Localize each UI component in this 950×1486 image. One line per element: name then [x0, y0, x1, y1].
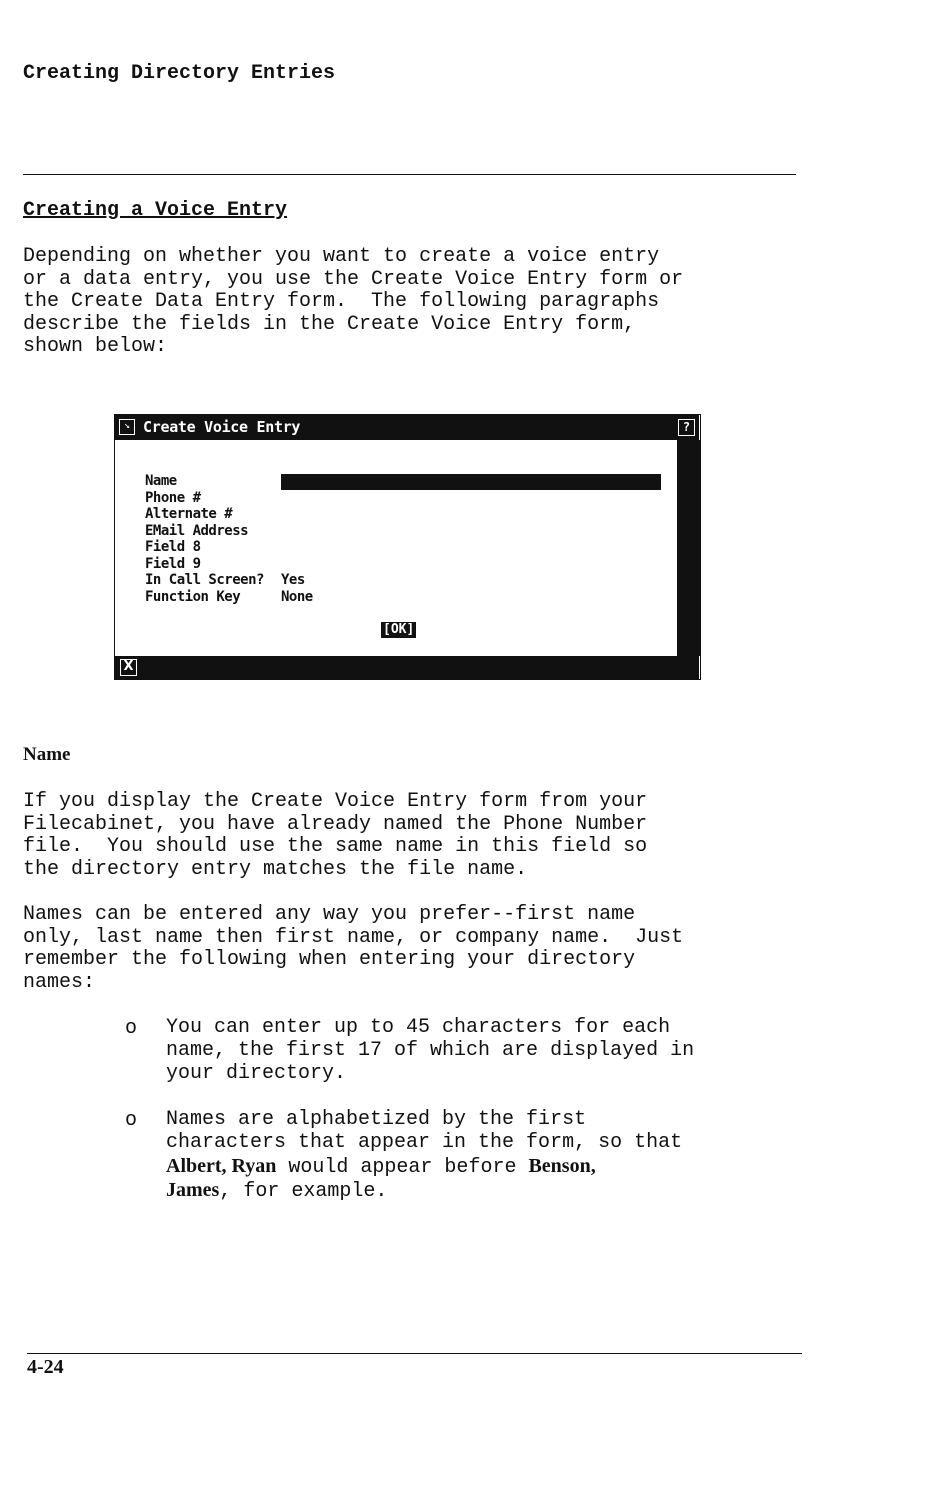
intro-line: the Create Data Entry form. The following paragraphs: [23, 290, 660, 314]
intro-line: shown below:: [23, 335, 168, 359]
para-line: file. You should use the same name in this field so: [23, 835, 648, 859]
name-paragraph-2: [23, 904, 683, 994]
field-label-name: Name: [145, 473, 177, 489]
function-key-value[interactable]: None: [281, 589, 313, 605]
bullet-text-mid: would appear before: [276, 1155, 529, 1179]
field-label-call-screen: In Call Screen?: [145, 572, 264, 588]
para-line: remember the following when entering your directory: [23, 948, 636, 972]
para-line: only, last name then first name, or company name. Just: [23, 925, 684, 949]
name-paragraph-1: [23, 791, 647, 881]
bullet-marker: o: [125, 1017, 138, 1040]
para-line: Filecabinet, you have already named the Phone Number: [23, 812, 648, 836]
field-label-function-key: Function Key: [145, 589, 241, 605]
bullet-line: You can enter up to 45 characters for each: [166, 1016, 671, 1039]
section-title: Creating a Voice Entry: [23, 199, 288, 222]
name-input[interactable]: [281, 474, 661, 490]
bullet-item-2: [166, 1109, 682, 1204]
intro-line: or a data entry, you use the Create Voice Entry form or: [23, 267, 684, 291]
call-screen-value[interactable]: Yes: [281, 572, 305, 588]
field-label-email: EMail Address: [145, 523, 249, 539]
example-name-1: Albert, Ryan: [166, 1154, 277, 1177]
dialog-title: Create Voice Entry: [143, 418, 301, 436]
bullet-line: your directory.: [166, 1061, 347, 1085]
example-name-2a: Benson,: [528, 1154, 596, 1177]
bullet-line: characters that appear in the form, so that: [166, 1130, 683, 1154]
field-label-alternate: Alternate #: [145, 506, 233, 522]
field-label-field9: Field 9: [145, 556, 201, 572]
window-menu-icon[interactable]: ↘: [119, 419, 135, 435]
para-line: If you display the Create Voice Entry form from your: [23, 790, 648, 813]
bullet-line: Names are alphabetized by the first: [166, 1108, 587, 1131]
bullet-text-tail: , for example.: [219, 1180, 388, 1204]
field-label-field8: Field 8: [145, 539, 201, 555]
page-number: 4-24: [27, 1356, 64, 1378]
para-line: names:: [23, 970, 96, 994]
help-icon[interactable]: ?: [678, 419, 695, 436]
intro-line: describe the fields in the Create Voice Entry form,: [23, 312, 636, 336]
dialog-titlebar: [115, 415, 699, 440]
bullet-line: name, the first 17 of which are displayed in: [166, 1038, 695, 1062]
para-line: the directory entry matches the file name.: [23, 857, 528, 881]
bullet-marker: o: [125, 1109, 138, 1132]
dialog-right-border: [677, 440, 700, 656]
create-voice-entry-dialog: [114, 414, 701, 680]
example-name-2b: James: [166, 1179, 220, 1202]
field-label-phone: Phone #: [145, 490, 201, 506]
para-line: Names can be entered any way you prefer--first name: [23, 903, 636, 926]
bullet-item-1: [166, 1017, 694, 1085]
page-header-title: Creating Directory Entries: [23, 62, 336, 85]
name-heading: Name: [23, 744, 71, 765]
ok-button[interactable]: [OK]: [383, 622, 415, 637]
header-rule: [23, 174, 796, 175]
dialog-bottom-bar: [115, 656, 699, 679]
close-icon[interactable]: X: [120, 659, 137, 676]
intro-paragraph: [23, 246, 683, 359]
intro-line: Depending on whether you want to create a voice entry: [23, 245, 660, 268]
footer-rule: [27, 1353, 802, 1354]
